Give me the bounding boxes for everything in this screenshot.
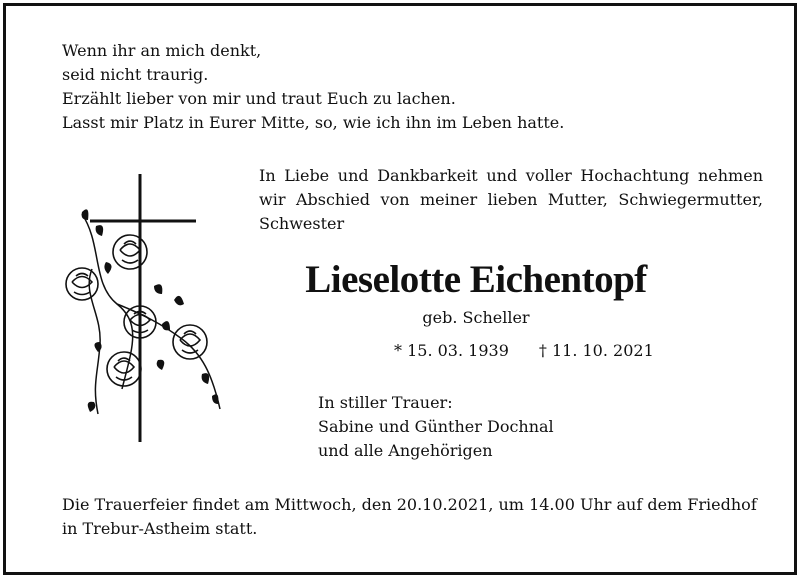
mourners bbox=[318, 391, 554, 463]
mourners-line: In stiller Trauer: bbox=[318, 393, 453, 412]
poem-line: seid nicht traurig. bbox=[62, 65, 209, 84]
cross-with-roses-icon bbox=[62, 174, 232, 446]
birth-date: * 15. 03. 1939 bbox=[394, 341, 509, 360]
poem-line: Lasst mir Platz in Eurer Mitte, so, wie ich ihn im Leben hatte. bbox=[62, 113, 565, 132]
funeral-line: in Trebur-Astheim statt. bbox=[62, 519, 258, 538]
mourners-line: Sabine und Günther Dochnal bbox=[318, 417, 554, 436]
funeral-line: Die Trauerfeier findet am Mittwoch, den 20.10.2021, um 14.00 Uhr auf dem Friedhof bbox=[62, 495, 757, 514]
deceased-name: Lieselotte Eichentopf bbox=[305, 258, 647, 301]
death-date: † 11. 10. 2021 bbox=[538, 341, 654, 360]
intro-text: In Liebe und Dankbarkeit und voller Hochachtung nehmen wir Abschied von meiner lieben Mutter, Schwiegermutter, Schwester bbox=[259, 166, 763, 233]
obituary-notice bbox=[3, 3, 797, 575]
life-dates bbox=[394, 339, 654, 363]
poem bbox=[62, 39, 564, 135]
poem-line: Wenn ihr an mich denkt, bbox=[62, 41, 262, 60]
funeral-info bbox=[62, 493, 757, 541]
maiden-name: geb. Scheller bbox=[422, 308, 530, 327]
mourners-line: und alle Angehörigen bbox=[318, 441, 493, 460]
poem-line: Erzählt lieber von mir und traut Euch zu lachen. bbox=[62, 89, 456, 108]
